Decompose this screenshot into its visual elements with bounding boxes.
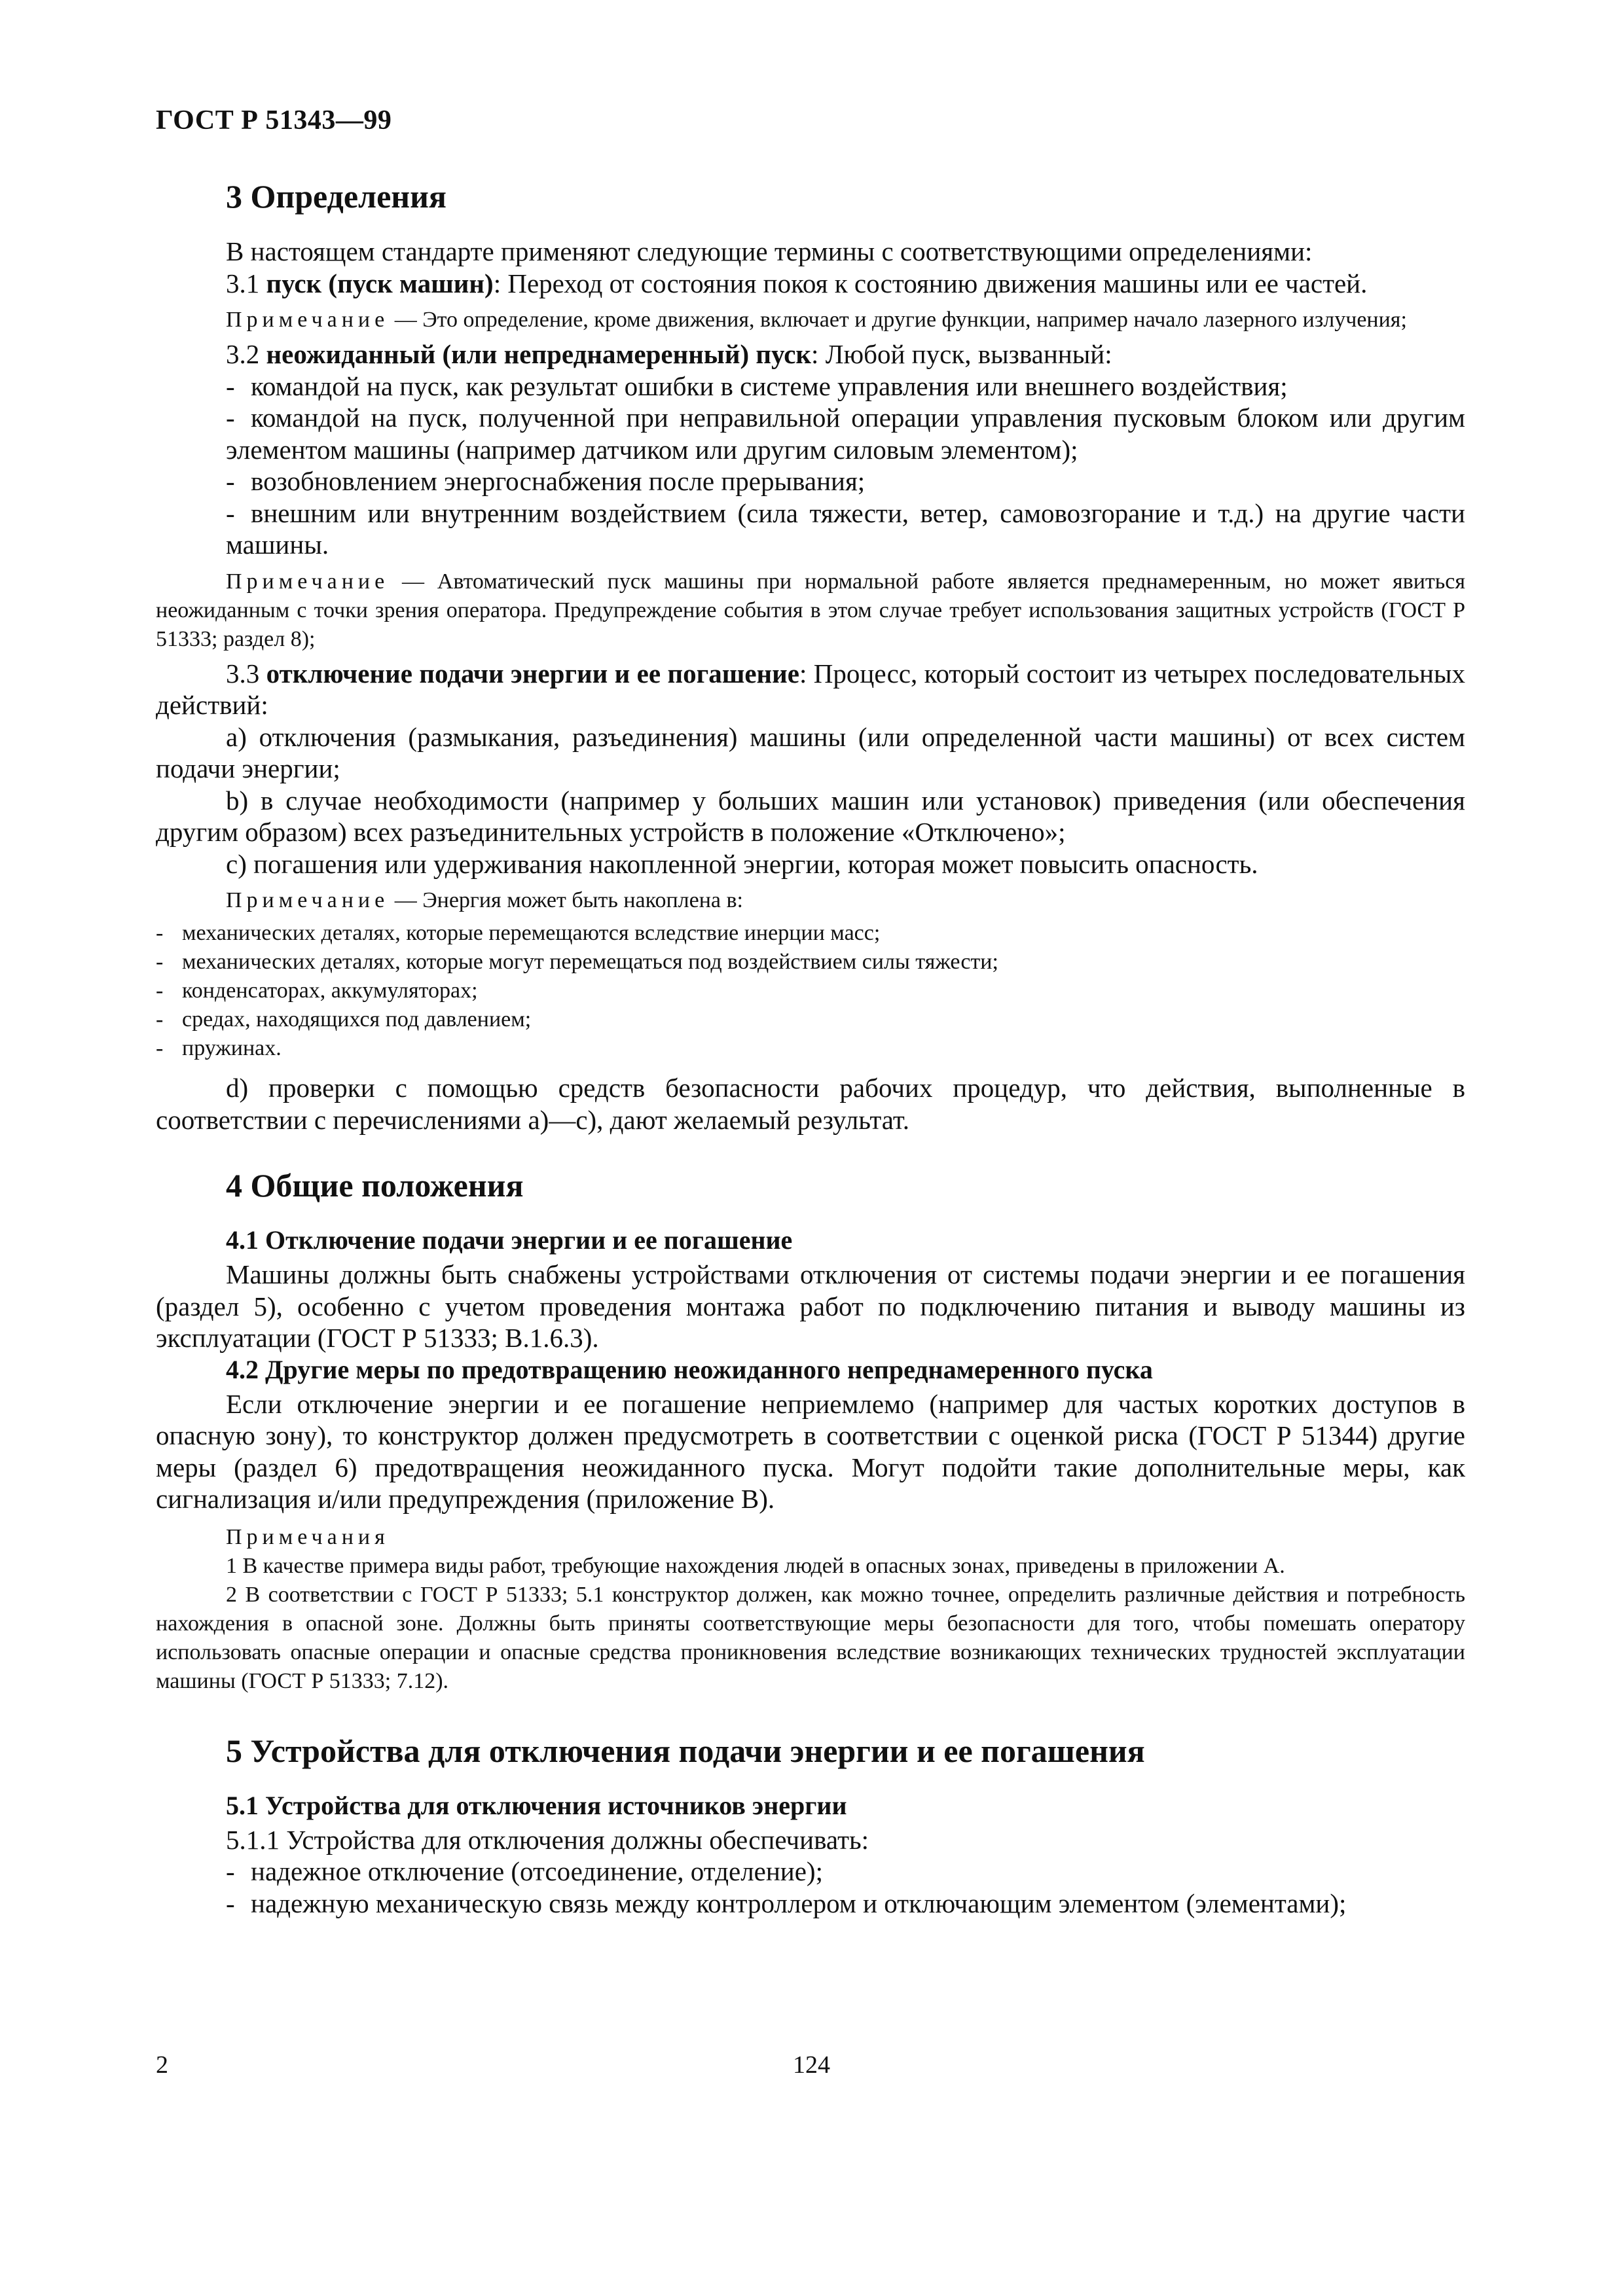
list-item: - командой на пуск, полученной при неправильной операции управления пусковым блоком или другим элементом машины (например датчиком или другим силовым элементом); bbox=[226, 403, 1465, 465]
item-a: а) отключения (размыкания, разъединения) машины (или определенной части машины) от всех систем подачи энергии; bbox=[156, 721, 1465, 783]
note-3-3: Примечание — Энергия может быть накоплена в: bbox=[226, 888, 743, 912]
item-c: с) погашения или удерживания накопленной энергии, которая может повысить опасность. bbox=[226, 848, 1258, 879]
subsection-4-1-title: 4.1 Отключение подачи энергии и ее погашение bbox=[226, 1225, 793, 1255]
page-number-left: 2 bbox=[156, 2051, 168, 2079]
note-3-3-list bbox=[156, 919, 1465, 1063]
list-item: - возобновлением энергоснабжения после прерывания; bbox=[226, 466, 866, 496]
clause-5-1-1: 5.1.1 Устройства для отключения должны обеспечивать: bbox=[226, 1824, 869, 1855]
page-content bbox=[156, 175, 1465, 1919]
section-3-intro: В настоящем стандарте применяют следующие термины с соответствующими определениями: bbox=[226, 236, 1313, 266]
subsection-4-2-text: Если отключение энергии и ее погашение неприемлемо (например для частых коротких доступов в опасную зону), то конструктор должен предусмотреть в соответствии с оценкой риска (ГОСТ Р 51344) другие меры (раздел 6) предотвращения неожиданного пуска. Могут подойти такие дополнительные меры, как сигнализация и/или предупреждения (приложение В). bbox=[156, 1388, 1465, 1514]
note-4-1: 1 В качестве примера виды работ, требующие нахождения людей в опасных зонах, приведены в приложении А. bbox=[226, 1553, 1285, 1578]
item-d: d) проверки с помощью средств безопасности рабочих процедур, что действия, выполненные в соответствии с перечислениями а)—с), дают желаемый результат. bbox=[156, 1073, 1465, 1135]
list-item: - конденсаторах, аккумуляторах; bbox=[156, 978, 478, 1003]
list-item: - надежное отключение (отсоединение, отделение); bbox=[226, 1856, 823, 1886]
list-item: - механических деталях, которые могут перемещаться под воздействием силы тяжести; bbox=[156, 950, 998, 974]
term-3-2-name: неожиданный (или непреднамеренный) пуск bbox=[266, 339, 812, 369]
term-3-2: 3.2 неожиданный (или непреднамеренный) пуск: Любой пуск, вызванный: bbox=[226, 339, 1112, 369]
section-3-title: 3 Определения bbox=[226, 178, 447, 215]
term-3-3-name: отключение подачи энергии и ее погашение bbox=[266, 658, 799, 689]
notes-heading: Примечания bbox=[226, 1524, 390, 1549]
section-5-title: 5 Устройства для отключения подачи энергии и ее погашения bbox=[226, 1732, 1145, 1769]
item-b: b) в случае необходимости (например у больших машин или установок) приведения (или обеспечения другим образом) всех разъединительных устройств в положение «Отключено»; bbox=[156, 785, 1465, 847]
subsection-4-1-text: Машины должны быть снабжены устройствами отключения от системы подачи энергии и ее погашения (раздел 5), особенно с учетом проведения монтажа работ по подключению питания и выводу машины из эксплуатации (ГОСТ Р 51333; В.1.6.3). bbox=[156, 1259, 1465, 1353]
list-item: - командой на пуск, как результат ошибки в системе управления или внешнего воздействия; bbox=[226, 370, 1288, 401]
note-4-2: 2 В соответствии с ГОСТ Р 51333; 5.1 конструктор должен, как можно точнее, определить различные действия и потребность нахождения в опасной зоне. Должны быть приняты соответствующие меры безопасности для того, чтобы помешать оператору использовать опасные операции и опасные средства проникновения вследствие возникающих технических трудностей эксплуатации машины (ГОСТ Р 51333; 7.12). bbox=[156, 1582, 1465, 1693]
standard-header: ГОСТ Р 51343—99 bbox=[156, 105, 392, 135]
list-item: - надежную механическую связь между контроллером и отключающим элементом (элементами); bbox=[226, 1888, 1347, 1918]
subsection-5-1-title: 5.1 Устройства для отключения источников энергии bbox=[226, 1790, 847, 1820]
subsection-4-2-title: 4.2 Другие меры по предотвращению неожиданного непреднамеренного пуска bbox=[226, 1354, 1153, 1384]
list-item: - средах, находящихся под давлением; bbox=[156, 1007, 532, 1031]
list-5-1-1 bbox=[156, 1856, 1465, 1919]
term-3-1: 3.1 пуск (пуск машин): Переход от состояния покоя к состоянию движения машины или ее частей. bbox=[226, 268, 1368, 298]
page-number-center: 124 bbox=[793, 2051, 830, 2079]
list-3-2 bbox=[156, 370, 1465, 561]
note-3-1: Примечание — Это определение, кроме движения, включает и другие функции, например начало лазерного излучения; bbox=[226, 308, 1407, 332]
note-3-2: Примечание — Автоматический пуск машины при нормальной работе является преднамеренным, но может явиться неожиданным с точки зрения оператора. Предупреждение события в этом случае требует использования защитных устройств (ГОСТ Р 51333; раздел 8); bbox=[156, 569, 1465, 651]
list-item: - механических деталях, которые перемещаются вследствие инерции масс; bbox=[156, 921, 881, 945]
term-3-3: 3.3 отключение подачи энергии и ее погашение: Процесс, который состоит из четырех последовательных действий: bbox=[156, 658, 1466, 720]
list-item: - пружинах. bbox=[156, 1036, 282, 1060]
section-4-title: 4 Общие положения bbox=[226, 1167, 524, 1204]
list-item: - внешним или внутренним воздействием (сила тяжести, ветер, самовозгорание и т.д.) на другие части машины. bbox=[226, 497, 1465, 560]
term-3-1-name: пуск (пуск машин) bbox=[266, 268, 494, 298]
